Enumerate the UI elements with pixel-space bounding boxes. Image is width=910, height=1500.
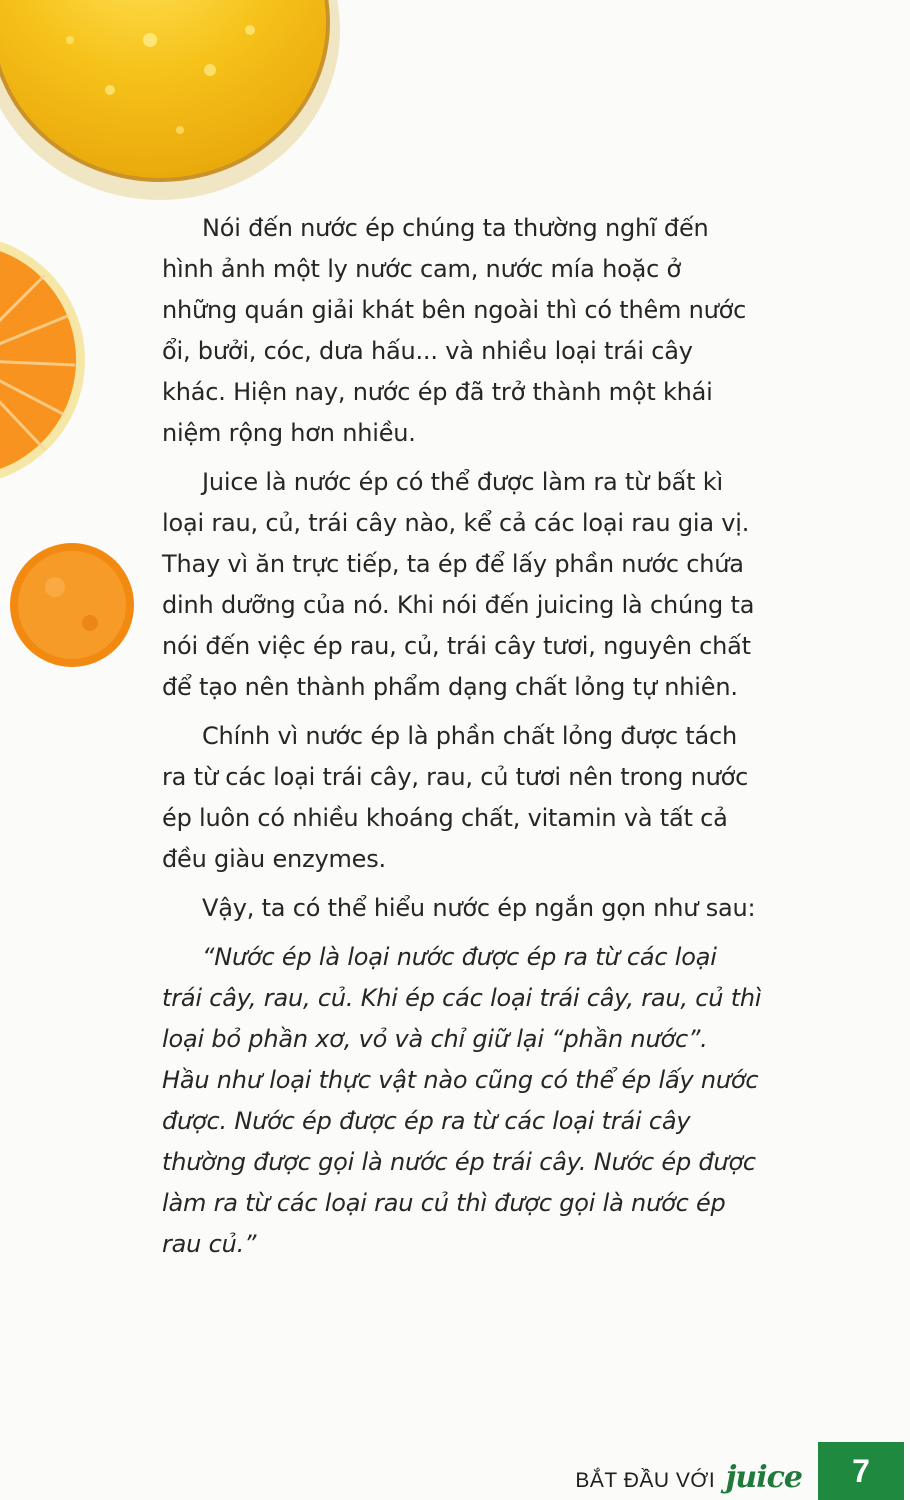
body-text [162,208,762,1265]
footer-brand: juice [725,1460,802,1495]
page-number-badge [818,1442,904,1500]
footer-label: BẮT ĐẦU VỚI [575,1469,716,1492]
page-number: 7 [852,1452,870,1489]
running-footer-title [575,1460,802,1495]
paragraph-1: Nói đến nước ép chúng ta thường nghĩ đến hình ảnh một ly nước cam, nước mía hoặc ở những quán giải khát bên ngoài thì có thêm nước ổi, bưởi, cóc, dưa hấu... và nhiều loại trái cây khác. Hiện nay, nước ép đã trở thành một khái niệm rộng hơn nhiều. [162,214,747,447]
page-footer [570,1438,910,1500]
paragraph-4: Vậy, ta có thể hiểu nước ép ngắn gọn như sau: [202,894,756,922]
definition-quote: “Nước ép là loại nước được ép ra từ các loại trái cây, rau, củ. Khi ép các loại trái cây, rau, củ thì loại bỏ phần xơ, vỏ và chỉ giữ lại “phần nước”. Hầu như loại thực vật nào cũng có thể ép lấy nước được. Nước ép được ép ra từ các loại trái cây thường được gọi là nước ép trái cây. Nước ép được làm ra từ các loại rau củ thì được gọi là nước ép rau củ.” [162,943,762,1258]
paragraph-3: Chính vì nước ép là phần chất lỏng được tách ra từ các loại trái cây, rau, củ tươi nên trong nước ép luôn có nhiều khoáng chất, vitamin và tất cả đều giàu enzymes. [162,722,749,873]
orange-slice-image [0,215,90,515]
juice-glass-image [0,0,340,200]
orange-half-image [0,535,140,675]
paragraph-2: Juice là nước ép có thể được làm ra từ bất kì loại rau, củ, trái cây nào, kể cả các loại rau gia vị. Thay vì ăn trực tiếp, ta ép để lấy phần nước chứa dinh dưỡng của nó. Khi nói đến juicing là chúng ta nói đến việc ép rau, củ, trái cây tươi, nguyên chất để tạo nên thành phẩm dạng chất lỏng tự nhiên. [162,468,755,701]
